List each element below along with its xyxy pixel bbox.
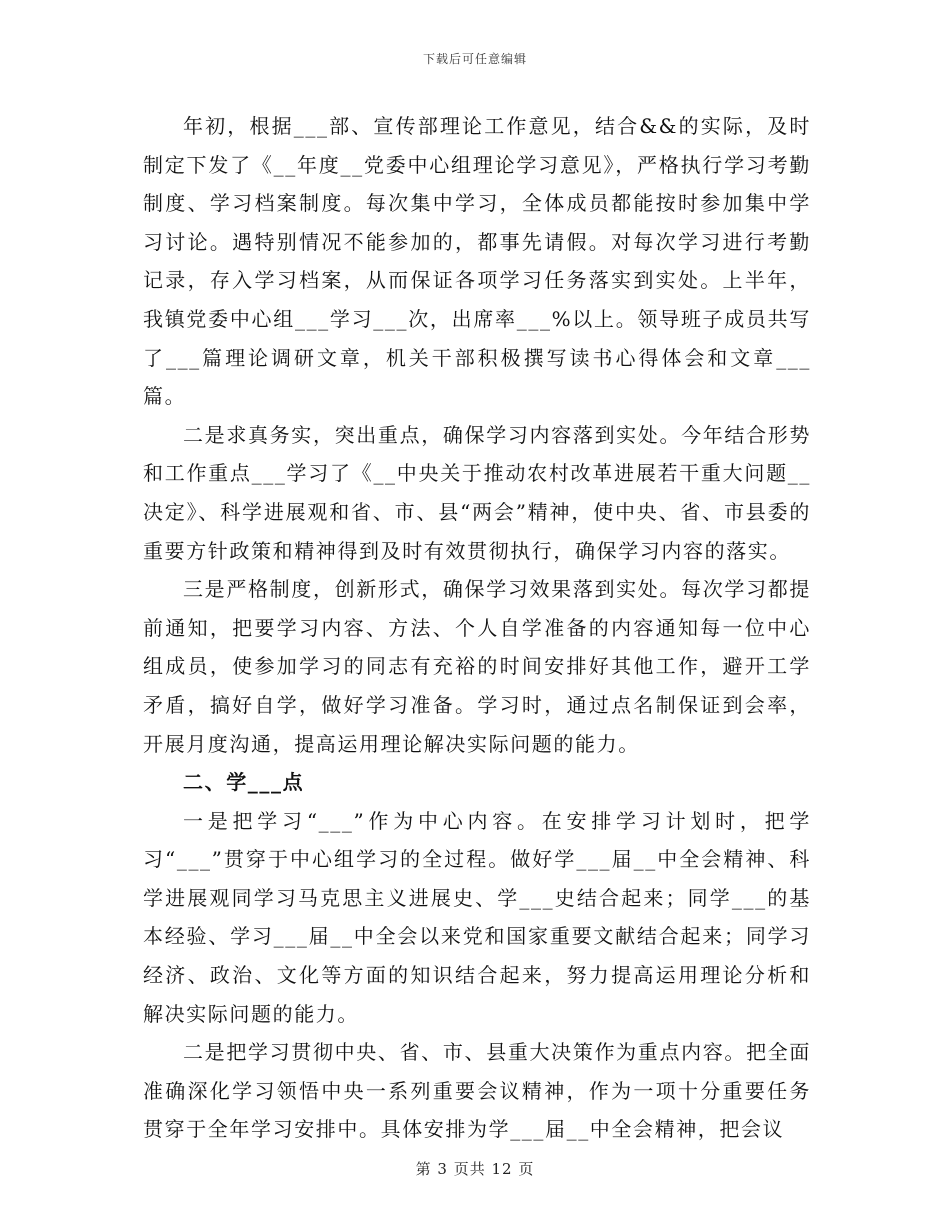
page-footer: 第 3 页共 12 页 bbox=[415, 1160, 535, 1178]
document-body bbox=[143, 107, 811, 1149]
paragraph-study-plan: 年初，根据___部、宣传部理论工作意见，结合&&的实际，及时制定下发了《__年度__党委中心组理论学习意见》，严格执行学习考勤制度、学习档案制度。每次集中学习，全体成员都能按时参加集中学习讨论。遇特别情况不能参加的，都事先请假。对每次学习进行考勤记录，存入学习档案，从而保证各项学习任务落实到实处。上半年，我镇党委中心组___学习___次，出席率___%以上。领导班子成员共写了___篇理论调研文章，机关干部积极撰写读书心得体会和文章___篇。 bbox=[143, 114, 811, 409]
paragraph-key-decisions: 二是把学习贯彻中央、省、市、县重大决策作为重点内容。把全面准确深化学习领悟中央一系列重要会议精神，作为一项十分重要任务贯穿于全年学习安排中。具体安排为学___届__中全会精神，把会议 bbox=[143, 1040, 811, 1142]
paragraph-core-content: 一是把学习“___”作为中心内容。在安排学习计划时，把学习“___”贯穿于中心组学习的全过程。做好学___届__中全会精神、科学进展观同学习马克思主义进展史、学___史结合起来；同学___的基本经验、学习___届__中全会以来党和国家重要文献结合起来；同学习经济、政治、文化等方面的知识结合起来，努力提高运用理论分析和解决实际问题的能力。 bbox=[143, 808, 811, 1026]
page-header: 下载后可任意编辑 bbox=[422, 52, 527, 66]
section-heading: 二、学___点 bbox=[183, 770, 305, 795]
paragraph-focus-content: 二是求真务实，突出重点，确保学习内容落到实处。今年结合形势和工作重点___学习了《__中央关于推动农村改革进展若干重大问题__决定》、科学进展观和省、市、县“两会”精神，使中央、省、市县委的重要方针政策和精神得到及时有效贯彻执行，确保学习内容的落实。 bbox=[143, 422, 811, 563]
paragraph-strict-system: 三是严格制度，创新形式，确保学习效果落到实处。每次学习都提前通知，把要学习内容、方法、个人自学准备的内容通知每一位中心组成员，使参加学习的同志有充裕的时间安排好其他工作，避开工学矛盾，搞好自学，做好学习准备。学习时，通过点名制保证到会率，开展月度沟通，提高运用理论解决实际问题的能力。 bbox=[143, 577, 811, 756]
